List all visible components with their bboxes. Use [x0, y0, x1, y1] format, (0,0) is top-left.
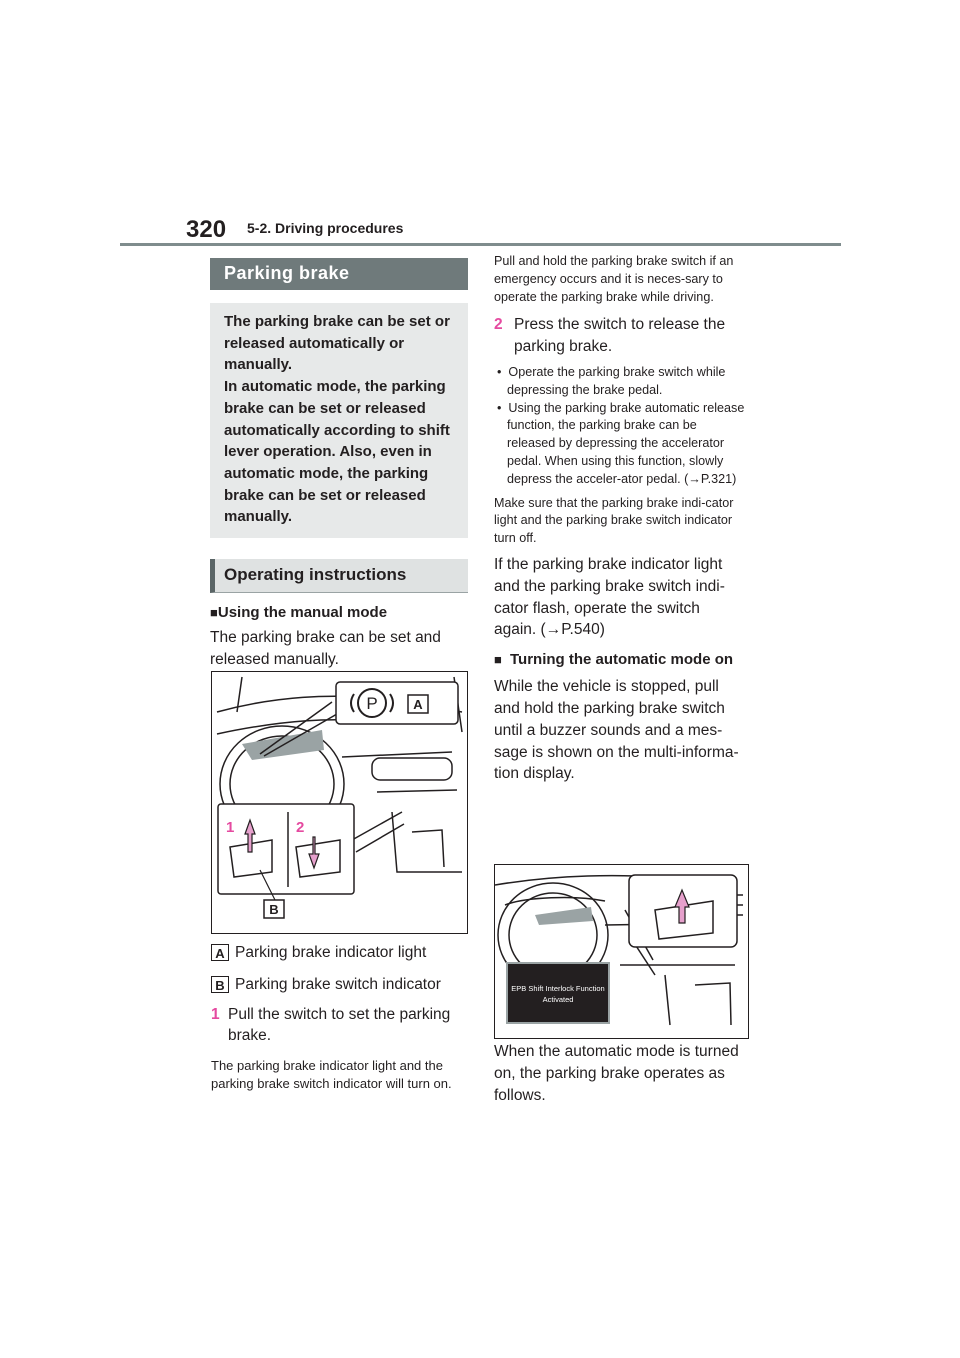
- bullet-1: • Operate the parking brake switch while depressing the brake pedal.: [497, 364, 726, 397]
- auto-mode-result: When the automatic mode is turned on, the parking brake operates as follows.: [494, 1043, 739, 1104]
- step-1-note: The parking brake indicator light and the parking brake switch indicator will turn on.: [211, 1058, 452, 1091]
- section-title: 5-2. Driving procedures: [247, 220, 404, 236]
- step-2: [494, 314, 746, 358]
- parking-brake-intro: [210, 303, 468, 538]
- make-sure-note: Make sure that the parking brake indi-cator light and the parking brake switch indicator turn off.: [494, 495, 734, 546]
- intro-text: The parking brake can be set or released automatically or manually. In automatic mode, the parking brake can be set or released automatically according to shift lever operation. Also, even in automatic mode, the parking brake can be set or released manually.: [224, 313, 450, 526]
- auto-mode-illustration: [495, 865, 748, 1038]
- step-1-number: 1: [211, 1005, 220, 1023]
- step-1: [211, 1004, 469, 1048]
- step-2-number: 2: [494, 316, 503, 334]
- legend-a: A Parking brake indicator light: [211, 942, 469, 964]
- manual-mode-heading: ■Using the manual mode: [210, 604, 388, 622]
- parking-brake-figure: [211, 671, 468, 934]
- bullet-2: • Using the parking brake automatic release function, the parking brake can be released by depressing the accelerator pedal. When using this function, slowly depress the acceler-ator pedal. (→P.321): [497, 400, 745, 486]
- epb-display-line-1: EPB Shift Interlock Function: [511, 984, 605, 993]
- legend-b: B Parking brake switch indicator: [211, 974, 469, 996]
- left-column: [210, 258, 468, 671]
- step-1-text: Pull the switch to set the parking brake.: [228, 1005, 451, 1045]
- right-column-lower: [494, 1041, 746, 1106]
- flash-text: If the parking brake indicator light and the parking brake switch indi-cator flash, operate the switch again. (→P.540): [494, 555, 725, 639]
- epb-display-line-2: Activated: [542, 995, 574, 1004]
- legend-a-key: A: [211, 944, 229, 961]
- fig-step-2: 2: [296, 819, 305, 836]
- fig-label-b: B: [269, 902, 279, 917]
- emergency-note: Pull and hold the parking brake switch if an emergency occurs and it is neces-sary to operate the parking brake while driving.: [494, 254, 734, 304]
- dashboard-illustration: [212, 672, 467, 933]
- legend-b-key: B: [211, 976, 229, 993]
- manual-mode-text: The parking brake can be set and released manually.: [210, 629, 441, 668]
- auto-mode-text: While the vehicle is stopped, pull and hold the parking brake switch until a buzzer sounds and a mes-sage is shown on the multi-informa-tion display.: [494, 678, 739, 783]
- parking-brake-heading: Parking brake: [210, 258, 468, 290]
- operating-instructions-heading: Operating instructions: [210, 559, 468, 593]
- p-symbol: P: [366, 694, 378, 713]
- fig-step-1: 1: [226, 819, 235, 836]
- automatic-mode-figure: [494, 864, 749, 1039]
- right-column: [494, 253, 746, 785]
- header-rule: [120, 243, 841, 246]
- page-number: 320: [186, 216, 227, 243]
- left-column-lower: [211, 942, 469, 1093]
- epb-display-message: [509, 983, 607, 1005]
- auto-mode-heading: ■ Turning the automatic mode on: [494, 651, 734, 669]
- step-2-text: Press the switch to release the parking brake.: [514, 316, 726, 356]
- fig-label-a: A: [413, 697, 423, 712]
